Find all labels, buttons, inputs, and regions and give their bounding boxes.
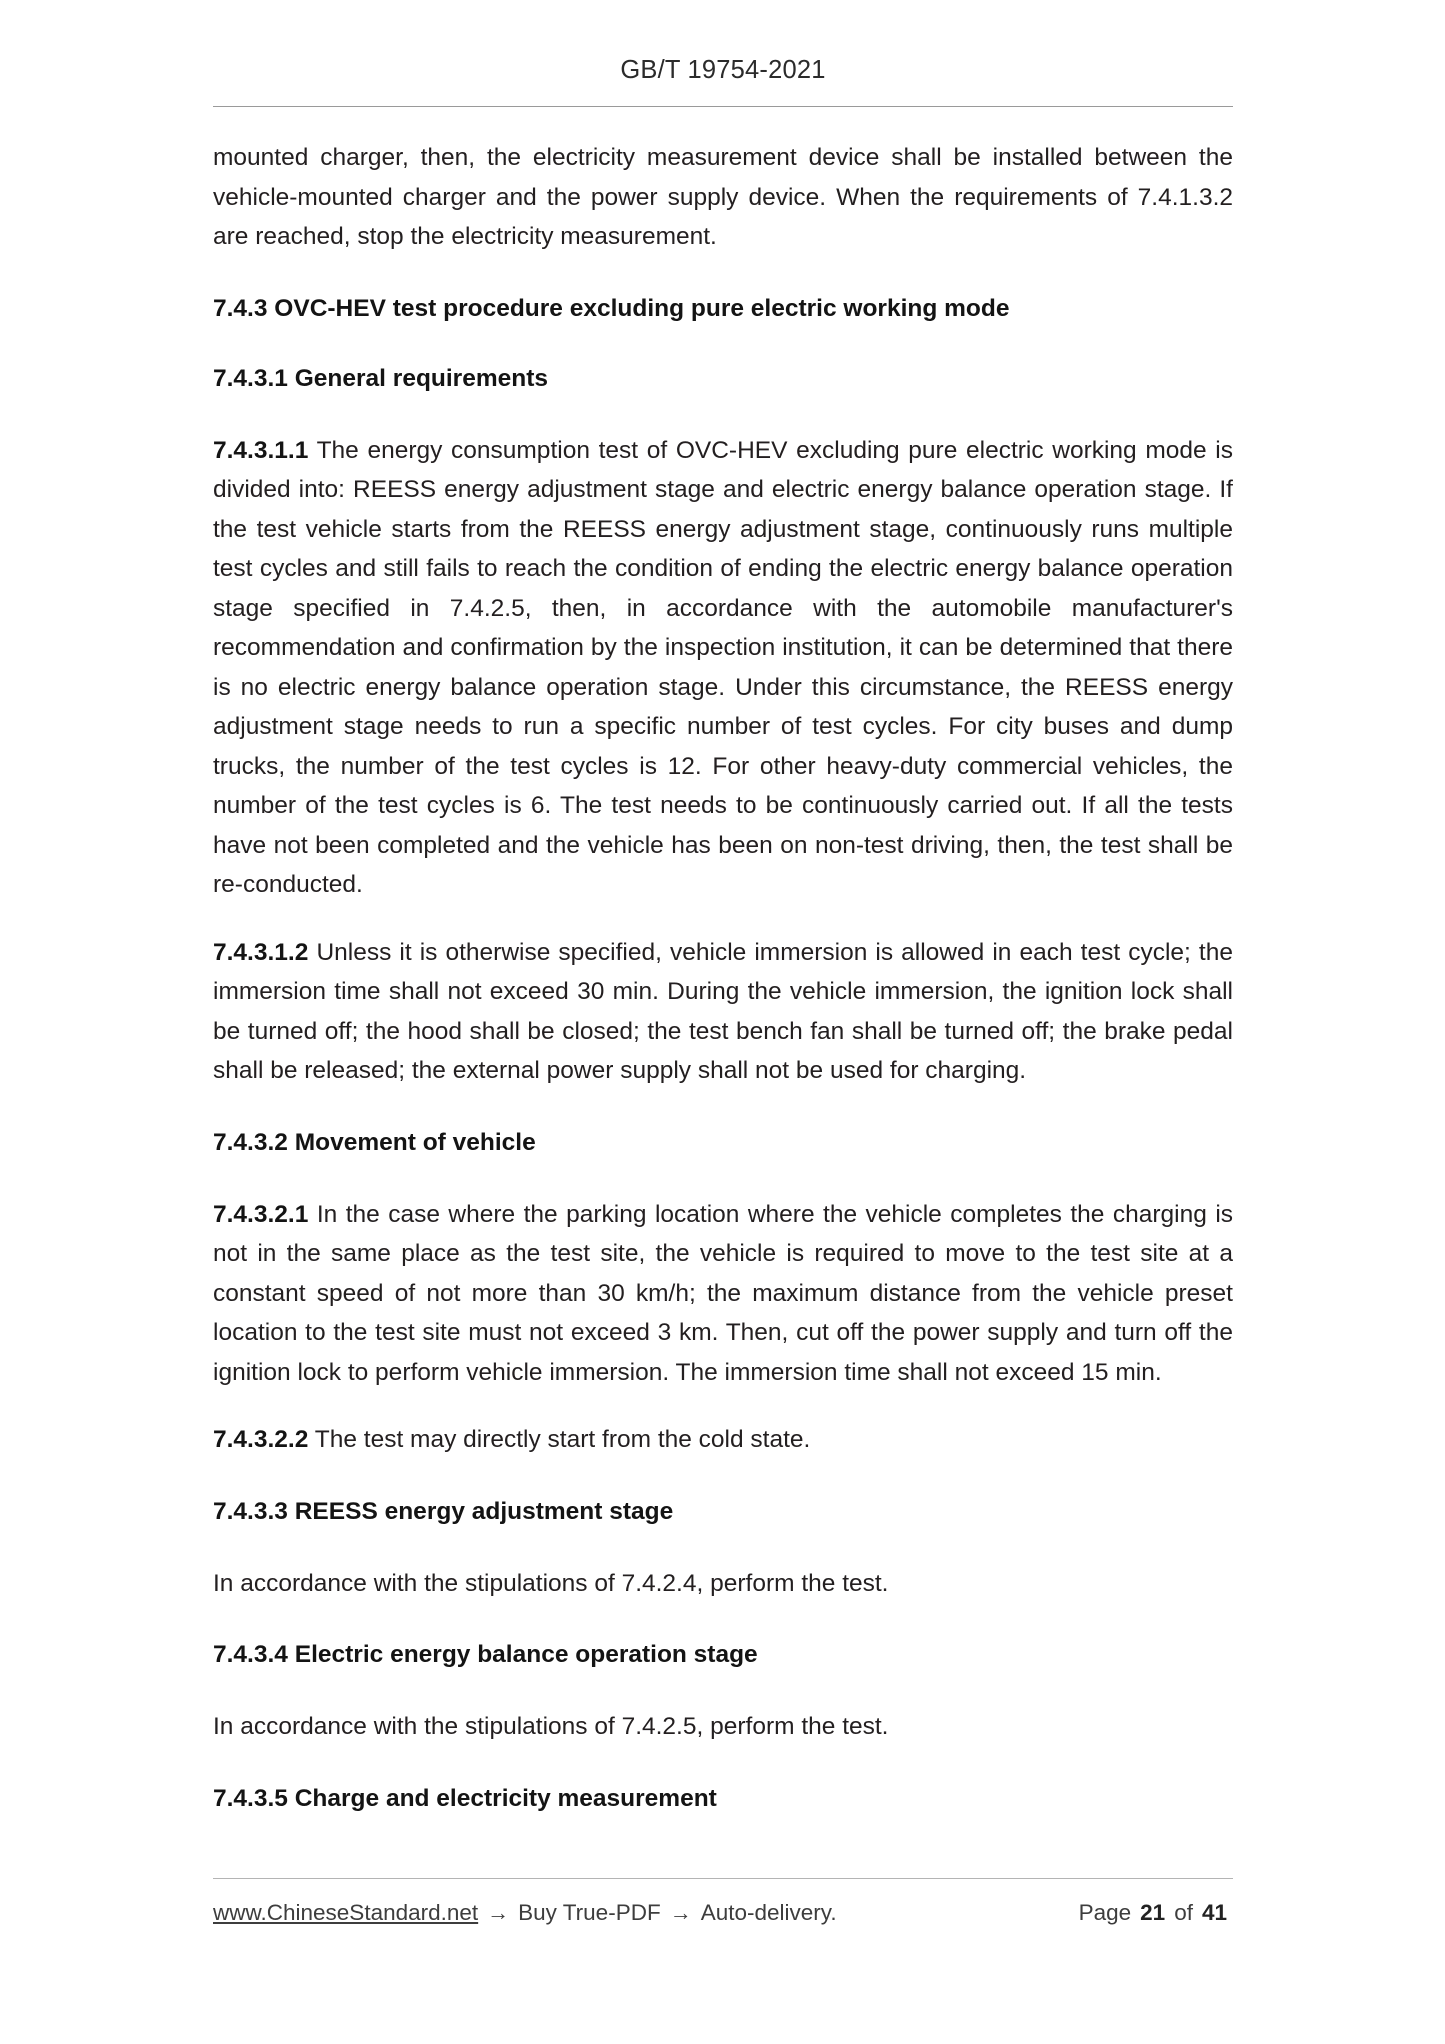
page-label: Page [1078, 1900, 1132, 1925]
current-page-number: 21 [1140, 1900, 1166, 1925]
clause-number-7-4-3-2-2: 7.4.3.2.2 [213, 1426, 309, 1453]
heading-7-4-3-5: 7.4.3.5 Charge and electricity measurement [213, 1784, 717, 1812]
heading-7-4-3-4: 7.4.3.4 Electric energy balance operation stage [213, 1641, 758, 1668]
paragraph-7-4-3-3: In accordance with the stipulations of 7.4.2.4, perform the test. [213, 1569, 889, 1597]
footer-row [213, 1900, 1233, 1926]
clause-number-7-4-3-1-2: 7.4.3.1.2 [213, 938, 309, 966]
standard-number-heading: GB/T 19754-2021 [620, 56, 826, 84]
page-header [213, 0, 1233, 107]
heading-7-4-3-1: 7.4.3.1 General requirements [213, 364, 548, 392]
footer-divider [213, 1878, 1233, 1879]
arrow-right-icon-2: → [669, 1900, 692, 1925]
total-page-number: 41 [1201, 1900, 1227, 1925]
paragraph-continued: mounted charger, then, the electricity measurement device shall be installed between the vehicle-mounted charger and the power supply device. When the requirements of 7.4.1.3.2 are reached, stop the electricity measurement. [213, 144, 1233, 250]
header-divider [213, 106, 1233, 107]
clause-7-4-3-2-2 [213, 1420, 1233, 1460]
chinesestandard-link[interactable]: www.ChineseStandard.net [213, 1900, 479, 1925]
clause-text-7-4-3-2-2: The test may directly start from the cold state. [314, 1426, 811, 1453]
footer-promo [213, 1900, 837, 1926]
document-body [213, 138, 1233, 1817]
clause-number-7-4-3-2-1: 7.4.3.2.1 [213, 1200, 309, 1228]
clause-text-7-4-3-2-1: In the case where the parking location where the vehicle completes the charging is not in the same place as the test site, the vehicle is required to move to the test site at a constant speed of not more than 30 km/h; the maximum distance from the vehicle preset location to the test site must not exceed 3 km. Then, cut off the power supply and turn off the ignition lock to perform vehicle immersion. The immersion time shall not exceed 15 min. [213, 1200, 1234, 1386]
arrow-right-icon: → [487, 1900, 510, 1925]
clause-number-7-4-3-1-1: 7.4.3.1.1 [213, 436, 309, 464]
paragraph-7-4-3-4: In accordance with the stipulations of 7.4.2.5, perform the test. [213, 1713, 889, 1740]
page-content-area [213, 0, 1233, 1817]
clause-text-7-4-3-1-1: The energy consumption test of OVC-HEV excluding pure electric working mode is divided into: REESS energy adjustment stage and electric energy balance operation stage. If the test vehicle starts from the REESS energy adjustment stage, continuously runs multiple test cycles and still fails to reach the condition of ending the electric energy balance operation stage specified in 7.4.2.5, then, in accordance with the automobile manufacturer's recommendation and confirmation by the inspection institution, it can be determined that there is no electric energy balance operation stage. Under this circumstance, the REESS energy adjustment stage needs to run a specific number of test cycles. For city buses and dump trucks, the number of the test cycles is 12. For other heavy-duty commercial vehicles, the number of the test cycles is 6. The test needs to be continuously carried out. If all the tests have not been completed and the vehicle has been on non-test driving, then, the test shall be re-conducted. [213, 436, 1233, 898]
page-footer [213, 1878, 1233, 1926]
clause-7-4-3-1-1 [213, 431, 1233, 905]
auto-delivery-label: Auto-delivery. [700, 1900, 837, 1925]
heading-7-4-3: 7.4.3 OVC-HEV test procedure excluding pure electric working mode [213, 294, 1010, 322]
heading-7-4-3-2: 7.4.3.2 Movement of vehicle [213, 1128, 536, 1156]
of-label: of [1174, 1900, 1193, 1925]
buy-true-pdf-label: Buy True-PDF [518, 1900, 661, 1925]
clause-7-4-3-1-2 [213, 933, 1233, 1091]
clause-7-4-3-2-1 [213, 1195, 1233, 1393]
heading-7-4-3-3: 7.4.3.3 REESS energy adjustment stage [213, 1497, 674, 1525]
page-indicator [1079, 1900, 1233, 1926]
clause-text-7-4-3-1-2: Unless it is otherwise specified, vehicle immersion is allowed in each test cycle; the immersion time shall not exceed 30 min. During the vehicle immersion, the ignition lock shall be turned off; the hood shall be closed; the test bench fan shall be turned off; the brake pedal shall be released; the external power supply shall not be used for charging. [213, 938, 1233, 1084]
